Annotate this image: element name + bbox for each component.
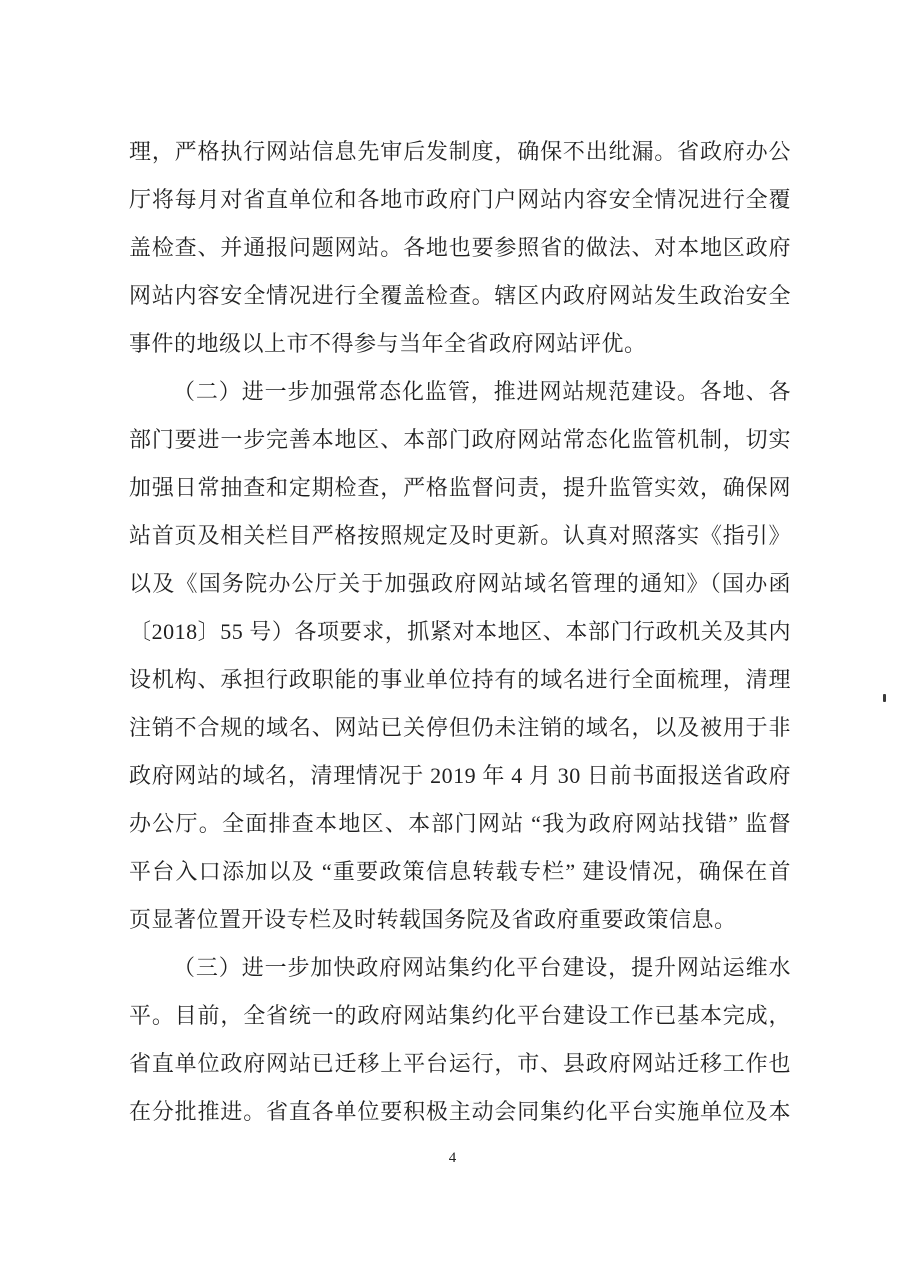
text-line: 厅将每月对省直单位和各地市政府门户网站内容安全情况进行全覆 [129, 187, 791, 212]
paragraph-3 [129, 944, 791, 1136]
text-line: 设机构、承担行政职能的事业单位持有的域名进行全面梳理，清理 [129, 667, 791, 692]
paragraph-2 [129, 368, 791, 944]
text-line: 站首页及相关栏目严格按照规定及时更新。认真对照落实《指引》 [129, 523, 791, 548]
text-line: 平。目前，全省统一的政府网站集约化平台建设工作已基本完成， [129, 1003, 791, 1028]
text-line: 理，严格执行网站信息先审后发制度，确保不出纰漏。省政府办公 [129, 139, 791, 164]
text-line: 政府网站的域名，清理情况于 2019 年 4 月 30 日前书面报送省政府 [129, 763, 791, 788]
text-line: （三）进一步加快政府网站集约化平台建设，提升网站运维水 [173, 955, 791, 980]
text-line: 加强日常抽查和定期检查，严格监督问责，提升监管实效，确保网 [129, 475, 791, 500]
scan-artifact-speck [883, 694, 886, 702]
text-line: 〔2018〕55 号）各项要求，抓紧对本地区、本部门行政机关及其内 [129, 619, 791, 644]
page-number: 4 [448, 1150, 457, 1166]
text-line: 在分批推进。省直各单位要积极主动会同集约化平台实施单位及本 [129, 1099, 791, 1124]
text-line: 以及《国务院办公厅关于加强政府网站域名管理的通知》（国办函 [129, 571, 791, 596]
text-line: 页显著位置开设专栏及时转载国务院及省政府重要政策信息。 [129, 907, 737, 932]
text-line: 事件的地级以上市不得参与当年全省政府网站评优。 [129, 331, 647, 356]
text-line: 盖检查、并通报问题网站。各地也要参照省的做法、对本地区政府 [129, 235, 791, 260]
text-line: 网站内容安全情况进行全覆盖检查。辖区内政府网站发生政治安全 [129, 283, 791, 308]
text-line: 平台入口添加以及 “重要政策信息转载专栏” 建设情况，确保在首 [129, 859, 791, 884]
text-line: 办公厅。全面排查本地区、本部门网站 “我为政府网站找错” 监督 [129, 811, 791, 836]
paragraph-1 [129, 128, 791, 368]
text-line: 部门要进一步完善本地区、本部门政府网站常态化监管机制，切实 [129, 427, 791, 452]
document-body [129, 128, 791, 1136]
text-line: （二）进一步加强常态化监管，推进网站规范建设。各地、各 [173, 379, 791, 404]
text-line: 省直单位政府网站已迁移上平台运行，市、县政府网站迁移工作也 [129, 1051, 791, 1076]
text-line: 注销不合规的域名、网站已关停但仍未注销的域名，以及被用于非 [129, 715, 791, 740]
